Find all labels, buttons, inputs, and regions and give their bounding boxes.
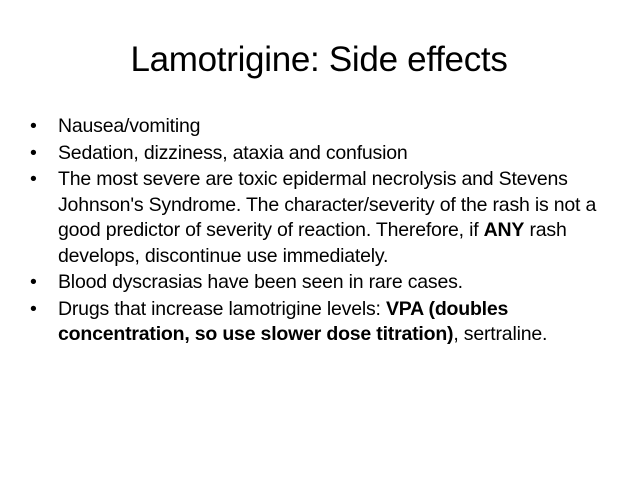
list-item: [30, 141, 620, 167]
bullet-icon: •: [30, 168, 37, 190]
bullet-emphasis: VPA (doubles concentration, so use slower dose titration): [58, 297, 509, 345]
slide-title: Lamotrigine: Side effects: [130, 40, 508, 79]
bullet-text: Nausea/vomiting: [58, 115, 201, 137]
bullet-text: The most severe are toxic epidermal necrolysis and Stevens Johnson's Syndrome. The character/severity of the rash is not a good predictor of severity of reaction. Therefore, if: [58, 168, 597, 241]
bullet-text: , sertraline.: [453, 323, 548, 345]
list-item: [30, 297, 620, 348]
bullet-icon: •: [30, 141, 37, 164]
bullet-icon: •: [30, 297, 37, 320]
bullet-text: Drugs that increase lamotrigine levels:: [58, 297, 386, 320]
bullet-list: [30, 114, 620, 349]
list-item: [30, 167, 620, 269]
bullet-emphasis: ANY: [483, 219, 525, 241]
list-item: [30, 270, 620, 296]
bullet-icon: •: [30, 271, 37, 293]
list-item: [30, 114, 620, 140]
bullet-text: Sedation, dizziness, ataxia and confusion: [58, 141, 408, 164]
bullet-text: Blood dyscrasias have been seen in rare cases.: [58, 271, 463, 293]
bullet-icon: •: [30, 115, 37, 137]
bullet-text: rash develops, discontinue use immediately.: [58, 219, 567, 267]
